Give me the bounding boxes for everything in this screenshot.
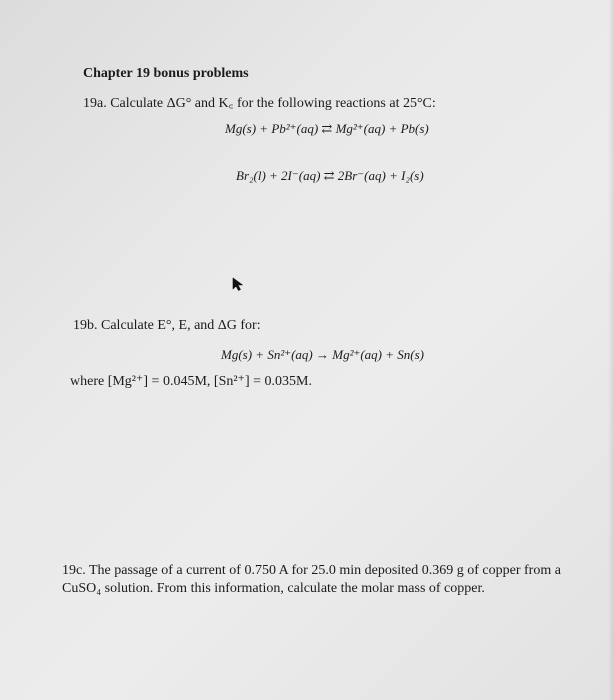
question-19b-conditions: where [Mg²⁺] = 0.045M, [Sn²⁺] = 0.035M. bbox=[70, 374, 312, 389]
question-19b-reaction: Mg(s) + Sn²⁺(aq) → Mg²⁺(aq) + Sn(s) bbox=[221, 347, 424, 362]
page-shadow-edge bbox=[608, 0, 614, 700]
question-19c-line-1: 19c. The passage of a current of 0.750 A for 25.0 min deposited 0.369 g of copper from a bbox=[62, 563, 561, 578]
question-19b-prompt: 19b. Calculate E°, E, and ΔG for: bbox=[73, 318, 261, 333]
question-19a-reaction-2: Br₂(l) + 2I⁻(aq) ⇄ 2Br⁻(aq) + I₂(s) bbox=[236, 168, 424, 183]
question-19c-line-2: CuSO₄ solution. From this information, calculate the molar mass of copper. bbox=[62, 581, 485, 596]
question-19a-reaction-1: Mg(s) + Pb²⁺(aq) ⇄ Mg²⁺(aq) + Pb(s) bbox=[225, 121, 429, 136]
page-title: Chapter 19 bonus problems bbox=[83, 66, 249, 81]
question-19a-prompt: 19a. Calculate ΔG° and K꜀ for the following reactions at 25°C: bbox=[83, 96, 436, 111]
mouse-cursor-icon bbox=[232, 277, 244, 291]
